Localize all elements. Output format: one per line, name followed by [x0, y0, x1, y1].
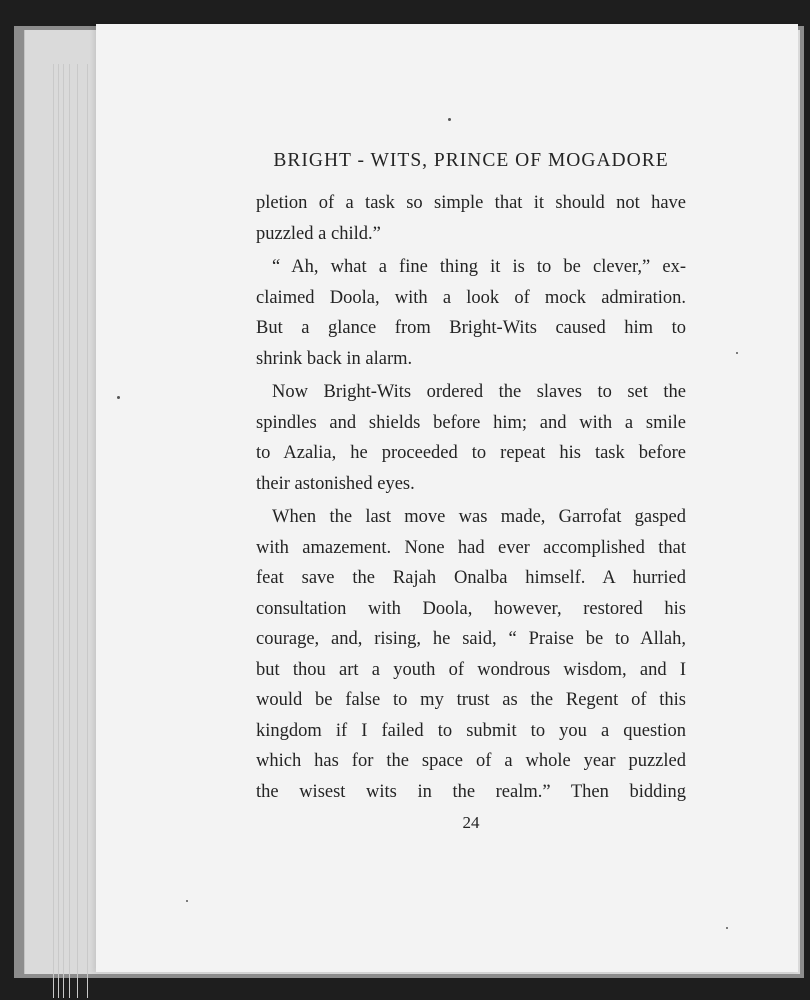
text-line: but thou art a youth of wondrous wisdom, and I: [256, 659, 686, 680]
leaf-edge: [63, 64, 64, 998]
ink-speck: [726, 927, 728, 929]
text-line: When the last move was made, Garrofat gasped: [272, 507, 686, 527]
leaf-edge: [87, 64, 88, 998]
text-line: kingdom if I failed to submit to you a question: [256, 720, 686, 741]
leaf-edge: [58, 64, 59, 998]
text-line: feat save the Rajah Onalba himself. A hurried: [256, 568, 686, 588]
text-line: But a glance from Bright-Wits caused him to: [256, 318, 686, 338]
text-line: would be false to my trust as the Regent of this: [256, 690, 686, 710]
text-line: their astonished eyes.: [256, 473, 415, 494]
text-line: consultation with Doola, however, restored his: [256, 598, 686, 619]
text-line: spindles and shields before him; and with a smile: [256, 412, 686, 433]
text-line: claimed Doola, with a look of mock admiration.: [256, 287, 686, 308]
text-line: courage, and, rising, he said, “ Praise be to Allah,: [256, 629, 686, 649]
page-content: [256, 150, 686, 833]
leaf-edge: [53, 64, 54, 998]
text-line: the wisest wits in the realm.” Then bidding: [256, 781, 686, 802]
text-line: which has for the space of a whole year puzzled: [256, 751, 686, 771]
text-line: pletion of a task so simple that it should not have: [256, 193, 686, 213]
text-line: to Azalia, he proceeded to repeat his task before: [256, 443, 686, 463]
text-line: with amazement. None had ever accomplished that: [256, 537, 686, 558]
ink-speck: [186, 900, 188, 902]
text-line: puzzled a child.”: [256, 223, 381, 244]
leaf-edge: [77, 64, 78, 998]
text-line: shrink back in alarm.: [256, 348, 413, 369]
running-head: BRIGHT - WITS, PRINCE OF MOGADORE: [273, 150, 669, 171]
ink-speck: [736, 352, 738, 354]
leaf-edge: [69, 64, 70, 998]
book-page: [96, 24, 798, 972]
body-text: [256, 188, 686, 807]
page-number: 24: [462, 813, 480, 832]
text-line: “ Ah, what a fine thing it is to be clever,” ex-: [272, 257, 686, 277]
ink-speck: [448, 118, 451, 121]
ink-speck: [117, 396, 120, 399]
text-line: Now Bright-Wits ordered the slaves to set the: [272, 382, 686, 402]
